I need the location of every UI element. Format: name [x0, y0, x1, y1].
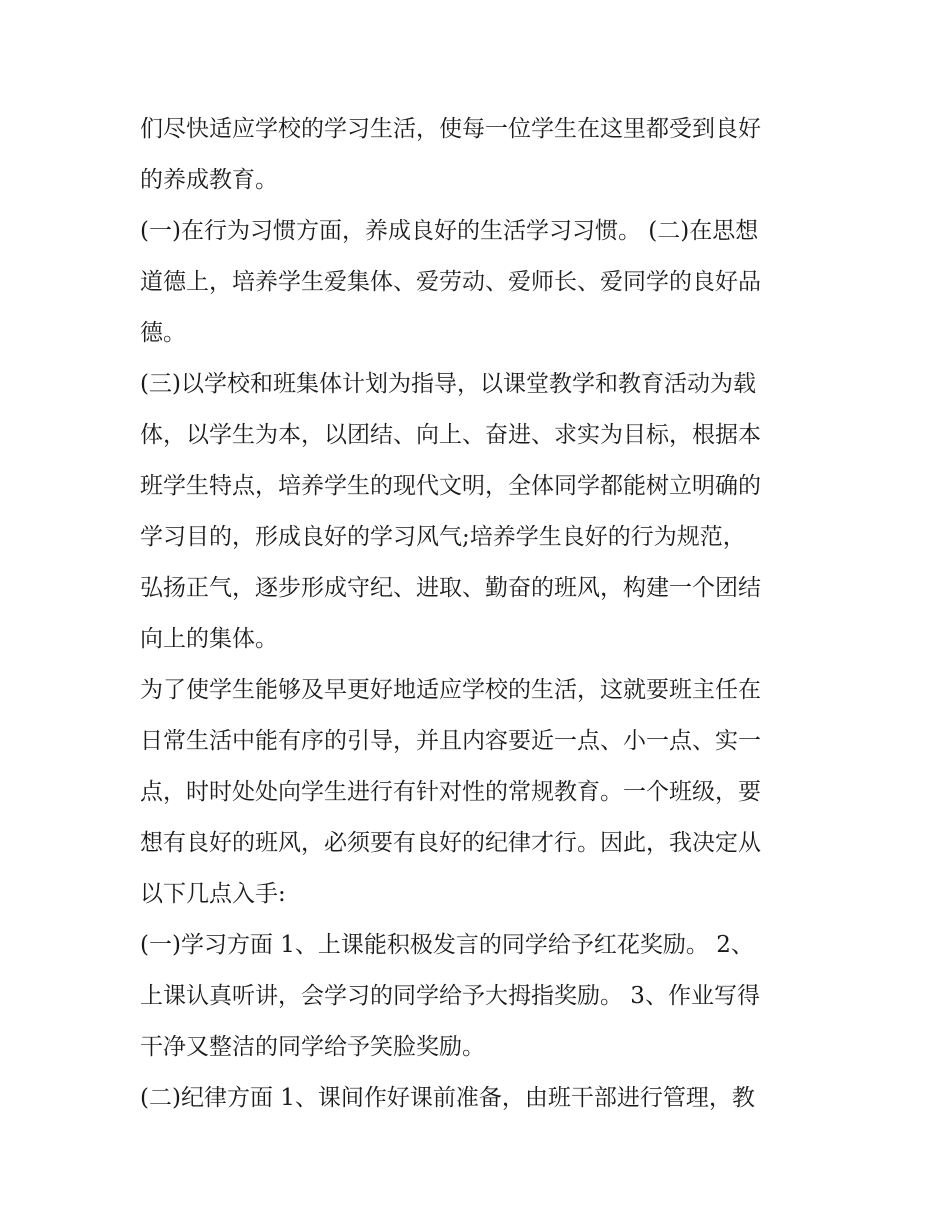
text-line: 为了使学生能够及早更好地适应学校的生活，这就要班主任在	[140, 677, 761, 703]
text-line: 德。	[140, 320, 186, 346]
text-line: (二)纪律方面 1、课间作好课前准备，由班干部进行管理，教	[140, 1085, 755, 1111]
text-line: 学习目的，形成良好的学习风气;培养学生良好的行为规范，	[140, 524, 746, 550]
text-line: 的养成教育。	[140, 167, 278, 193]
text-line: 点，时时处处向学生进行有针对性的常规教育。一个班级，要	[140, 779, 761, 805]
text-line: 弘扬正气，逐步形成守纪、进取、勤奋的班风，构建一个团结	[140, 575, 761, 601]
text-line: 干净又整洁的同学给予笑脸奖励。	[140, 1034, 485, 1060]
text-line: 班学生特点，培养学生的现代文明，全体同学都能树立明确的	[140, 473, 761, 499]
text-line: 以下几点入手:	[140, 881, 286, 907]
document-body	[140, 104, 820, 1124]
text-line: 上课认真听讲，会学习的同学给予大拇指奖励。 3、作业写得	[140, 983, 760, 1009]
text-line: 体，以学生为本，以团结、向上、奋进、求实为目标，根据本	[140, 422, 761, 448]
text-line: 们尽快适应学校的学习生活，使每一位学生在这里都受到良好	[140, 116, 761, 142]
text-line: 想有良好的班风，必须要有良好的纪律才行。因此，我决定从	[140, 830, 761, 856]
text-line: (一)学习方面 1、上课能积极发言的同学给予红花奖励。 2、	[140, 932, 754, 958]
text-line: (三)以学校和班集体计划为指导，以课堂教学和教育活动为载	[140, 371, 756, 397]
text-line: 向上的集体。	[140, 626, 278, 652]
text-line: 道德上，培养学生爱集体、爱劳动、爱师长、爱同学的良好品	[140, 269, 761, 295]
text-line: 日常生活中能有序的引导，并且内容要近一点、小一点、实一	[140, 728, 761, 754]
text-line: (一)在行为习惯方面，养成良好的生活学习习惯。 (二)在思想	[140, 218, 759, 244]
